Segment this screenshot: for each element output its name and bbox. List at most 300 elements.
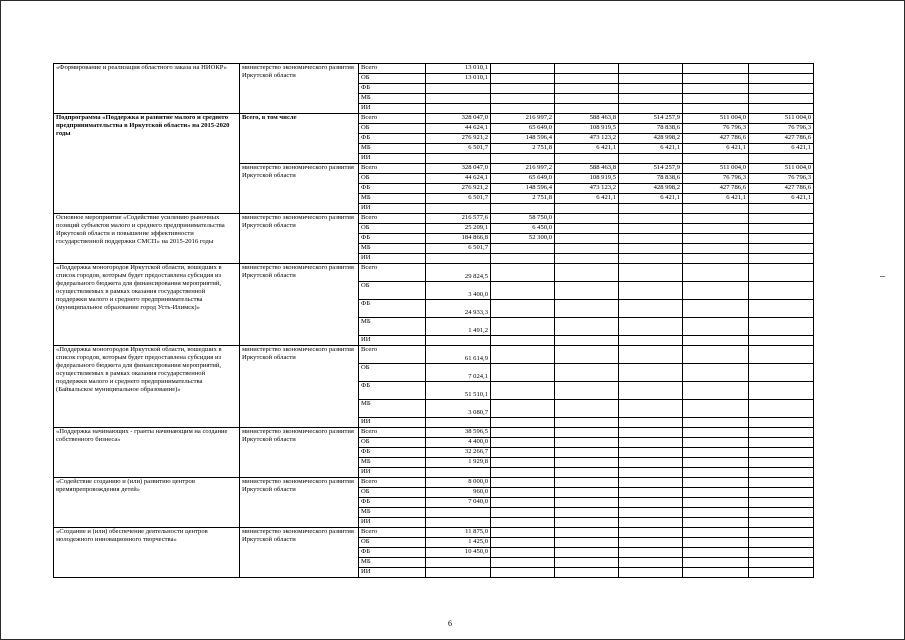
amount-cell <box>555 282 619 300</box>
amount-cell: 428 998,2 <box>619 134 683 144</box>
amount-cell <box>555 94 619 104</box>
amount-cell <box>619 224 683 234</box>
amount-cell <box>683 282 749 300</box>
amount-cell <box>683 244 749 254</box>
amount-cell <box>491 94 555 104</box>
amount-cell: 276 921,2 <box>426 184 491 194</box>
amount-cell <box>683 364 749 382</box>
amount-cell <box>619 214 683 224</box>
amount-cell <box>555 264 619 282</box>
amount-cell: 44 624,1 <box>426 174 491 184</box>
amount-cell <box>426 84 491 94</box>
amount-cell: 32 266,7 <box>426 448 491 458</box>
amount-cell <box>749 224 814 234</box>
table-row <box>54 346 814 364</box>
amount-cell <box>619 364 683 382</box>
amount-cell: 78 838,6 <box>619 124 683 134</box>
amount-cell <box>749 364 814 382</box>
amount-cell <box>619 282 683 300</box>
amount-cell <box>491 498 555 508</box>
amount-cell: 328 047,0 <box>426 164 491 174</box>
executor-cell: министерство экономического развития Иркутской области <box>240 428 359 478</box>
amount-cell <box>749 300 814 318</box>
amount-cell <box>683 94 749 104</box>
amount-cell <box>491 300 555 318</box>
funding-source-cell: ИИ <box>359 418 426 428</box>
amount-cell <box>426 154 491 164</box>
amount-cell <box>749 428 814 438</box>
amount-cell <box>555 428 619 438</box>
amount-cell <box>683 74 749 84</box>
amount-cell <box>491 458 555 468</box>
amount-cell <box>749 468 814 478</box>
amount-cell <box>749 254 814 264</box>
amount-cell <box>619 300 683 318</box>
amount-cell <box>749 336 814 346</box>
amount-cell <box>619 84 683 94</box>
amount-cell <box>491 518 555 528</box>
amount-cell <box>619 264 683 282</box>
amount-cell <box>683 508 749 518</box>
amount-cell <box>683 204 749 214</box>
amount-cell: 473 123,2 <box>555 134 619 144</box>
amount-cell <box>555 528 619 538</box>
amount-cell <box>555 244 619 254</box>
funding-source-cell: МБ <box>359 144 426 154</box>
amount-cell <box>749 74 814 84</box>
amount-cell <box>555 478 619 488</box>
funding-source-cell: МБ <box>359 318 426 336</box>
amount-cell: 58 750,0 <box>491 214 555 224</box>
amount-cell <box>491 244 555 254</box>
activity-name: «Создание и (или) обеспечение деятельности центров молодежного инновационного творчества» <box>54 528 240 578</box>
amount-cell: 6 501,7 <box>426 244 491 254</box>
amount-cell <box>683 568 749 578</box>
amount-cell: 51 510,1 <box>426 382 491 400</box>
budget-table <box>53 63 814 578</box>
table-row <box>54 478 814 488</box>
funding-source-cell: Всего <box>359 64 426 74</box>
amount-cell: 11 875,0 <box>426 528 491 538</box>
amount-cell <box>619 400 683 418</box>
amount-cell <box>683 336 749 346</box>
amount-cell <box>426 518 491 528</box>
amount-cell <box>749 346 814 364</box>
amount-cell <box>491 264 555 282</box>
amount-cell <box>491 154 555 164</box>
funding-source-cell: ОБ <box>359 438 426 448</box>
amount-cell: 960,0 <box>426 488 491 498</box>
amount-cell <box>426 94 491 104</box>
amount-cell <box>749 518 814 528</box>
amount-cell <box>749 84 814 94</box>
funding-source-cell: ОБ <box>359 364 426 382</box>
amount-cell <box>491 204 555 214</box>
amount-cell <box>491 478 555 488</box>
amount-cell <box>555 508 619 518</box>
amount-cell: 13 010,1 <box>426 74 491 84</box>
funding-source-cell: ИИ <box>359 154 426 164</box>
amount-cell: 24 933,3 <box>426 300 491 318</box>
amount-cell <box>555 568 619 578</box>
funding-source-cell: ОБ <box>359 124 426 134</box>
amount-cell <box>749 538 814 548</box>
amount-cell <box>749 478 814 488</box>
amount-cell <box>619 468 683 478</box>
table-row <box>54 214 814 224</box>
amount-cell: 184 866,8 <box>426 234 491 244</box>
amount-cell <box>749 214 814 224</box>
amount-cell: 6 501,7 <box>426 144 491 154</box>
funding-source-cell: МБ <box>359 558 426 568</box>
amount-cell: 3 080,7 <box>426 400 491 418</box>
amount-cell <box>619 508 683 518</box>
funding-source-cell: Всего <box>359 214 426 224</box>
amount-cell <box>491 418 555 428</box>
amount-cell <box>491 104 555 114</box>
amount-cell <box>683 214 749 224</box>
amount-cell <box>683 478 749 488</box>
funding-source-cell: Всего <box>359 164 426 174</box>
funding-source-cell: ОБ <box>359 488 426 498</box>
amount-cell: 25 209,1 <box>426 224 491 234</box>
funding-source-cell: ОБ <box>359 282 426 300</box>
amount-cell <box>619 244 683 254</box>
activity-name: «Поддержка моногородов Иркутской области, вошедших в список городов, которым будет предоставлена субсидия из федерального бюджета для финансирования мероприятий, осуществляемых в рамках оказания государственной поддержки малого и среднего предпринимательства (Байкальское муниципальное образование)» <box>54 346 240 428</box>
amount-cell <box>491 318 555 336</box>
amount-cell <box>683 498 749 508</box>
amount-cell <box>491 508 555 518</box>
amount-cell: 1 491,2 <box>426 318 491 336</box>
amount-cell <box>683 346 749 364</box>
amount-cell: 6 421,1 <box>619 194 683 204</box>
amount-cell <box>426 568 491 578</box>
funding-source-cell: МБ <box>359 508 426 518</box>
funding-source-cell: ИИ <box>359 104 426 114</box>
funding-source-cell: МБ <box>359 458 426 468</box>
table-row <box>54 64 814 74</box>
table-body <box>54 64 814 578</box>
amount-cell <box>491 282 555 300</box>
amount-cell <box>619 204 683 214</box>
amount-cell <box>555 364 619 382</box>
amount-cell <box>749 154 814 164</box>
amount-cell <box>555 488 619 498</box>
amount-cell <box>749 104 814 114</box>
amount-cell <box>426 418 491 428</box>
amount-cell <box>491 468 555 478</box>
funding-source-cell: Всего <box>359 478 426 488</box>
amount-cell <box>749 244 814 254</box>
amount-cell: 514 257,9 <box>619 114 683 124</box>
funding-source-cell: ФБ <box>359 382 426 400</box>
amount-cell <box>555 498 619 508</box>
amount-cell <box>426 254 491 264</box>
amount-cell <box>555 382 619 400</box>
amount-cell <box>491 74 555 84</box>
amount-cell <box>619 538 683 548</box>
amount-cell <box>683 528 749 538</box>
amount-cell <box>683 458 749 468</box>
amount-cell <box>491 428 555 438</box>
amount-cell <box>555 548 619 558</box>
amount-cell <box>749 448 814 458</box>
amount-cell: 276 921,2 <box>426 134 491 144</box>
activity-name: «Формирование и реализация областного заказа на НИОКР» <box>54 64 240 114</box>
amount-cell <box>683 548 749 558</box>
funding-source-cell: ФБ <box>359 134 426 144</box>
amount-cell <box>491 84 555 94</box>
scan-edge-mark <box>880 276 885 277</box>
amount-cell <box>619 428 683 438</box>
amount-cell <box>426 468 491 478</box>
amount-cell: 428 998,2 <box>619 184 683 194</box>
table-row <box>54 264 814 282</box>
amount-cell <box>555 336 619 346</box>
amount-cell <box>619 498 683 508</box>
amount-cell <box>683 558 749 568</box>
amount-cell <box>749 508 814 518</box>
amount-cell: 216 997,2 <box>491 114 555 124</box>
amount-cell <box>555 458 619 468</box>
funding-source-cell: ИИ <box>359 468 426 478</box>
table-row <box>54 114 814 124</box>
amount-cell: 7 024,1 <box>426 364 491 382</box>
amount-cell: 52 300,0 <box>491 234 555 244</box>
amount-cell <box>749 548 814 558</box>
amount-cell: 44 624,1 <box>426 124 491 134</box>
amount-cell: 216 577,6 <box>426 214 491 224</box>
amount-cell <box>619 448 683 458</box>
amount-cell: 588 463,8 <box>555 114 619 124</box>
amount-cell: 65 649,0 <box>491 124 555 134</box>
amount-cell: 1 425,0 <box>426 538 491 548</box>
amount-cell <box>555 204 619 214</box>
amount-cell <box>683 418 749 428</box>
amount-cell <box>619 518 683 528</box>
funding-source-cell: ОБ <box>359 224 426 234</box>
amount-cell <box>619 234 683 244</box>
amount-cell <box>749 234 814 244</box>
amount-cell <box>491 488 555 498</box>
amount-cell <box>491 448 555 458</box>
amount-cell <box>555 64 619 74</box>
amount-cell <box>749 418 814 428</box>
amount-cell: 3 400,0 <box>426 282 491 300</box>
amount-cell <box>619 568 683 578</box>
amount-cell <box>555 300 619 318</box>
amount-cell <box>683 104 749 114</box>
funding-source-cell: ИИ <box>359 336 426 346</box>
executor-cell: министерство экономического развития Иркутской области <box>240 164 359 214</box>
amount-cell <box>619 154 683 164</box>
amount-cell <box>683 448 749 458</box>
funding-source-cell: МБ <box>359 400 426 418</box>
funding-source-cell: МБ <box>359 194 426 204</box>
amount-cell <box>619 74 683 84</box>
amount-cell <box>555 74 619 84</box>
executor-cell: министерство экономического развития Иркутской области <box>240 214 359 264</box>
funding-source-cell: ФБ <box>359 234 426 244</box>
amount-cell: 216 997,2 <box>491 164 555 174</box>
amount-cell <box>619 382 683 400</box>
amount-cell <box>619 528 683 538</box>
amount-cell <box>683 468 749 478</box>
amount-cell <box>491 254 555 264</box>
amount-cell <box>619 458 683 468</box>
amount-cell: 6 501,7 <box>426 194 491 204</box>
amount-cell: 8 000,0 <box>426 478 491 488</box>
amount-cell <box>749 528 814 538</box>
amount-cell <box>683 538 749 548</box>
amount-cell <box>749 204 814 214</box>
funding-source-cell: МБ <box>359 244 426 254</box>
amount-cell: 511 004,0 <box>683 164 749 174</box>
amount-cell: 6 421,1 <box>619 144 683 154</box>
amount-cell <box>491 438 555 448</box>
amount-cell <box>555 400 619 418</box>
activity-name: «Поддержка начинающих - гранты начинающим на создание собственного бизнеса» <box>54 428 240 478</box>
activity-name: Основное мероприятие «Содействие усилению рыночных позиций субъектов малого и среднего предпринимательства Иркутской области и повышение эффективности государственной поддержки СМСП» на 2015-2016 годы <box>54 214 240 264</box>
amount-cell <box>619 336 683 346</box>
amount-cell <box>749 382 814 400</box>
amount-cell: 6 450,0 <box>491 224 555 234</box>
amount-cell <box>683 382 749 400</box>
funding-source-cell: Всего <box>359 528 426 538</box>
amount-cell: 6 421,1 <box>555 144 619 154</box>
amount-cell <box>683 428 749 438</box>
amount-cell <box>619 94 683 104</box>
funding-source-cell: ОБ <box>359 74 426 84</box>
amount-cell <box>683 224 749 234</box>
amount-cell: 108 919,5 <box>555 124 619 134</box>
executor-cell: министерство экономического развития Иркутской области <box>240 264 359 346</box>
amount-cell <box>555 438 619 448</box>
amount-cell: 4 400,0 <box>426 438 491 448</box>
amount-cell <box>619 318 683 336</box>
amount-cell: 65 649,0 <box>491 174 555 184</box>
amount-cell <box>619 478 683 488</box>
amount-cell: 78 838,6 <box>619 174 683 184</box>
amount-cell <box>683 300 749 318</box>
amount-cell <box>683 400 749 418</box>
amount-cell <box>555 418 619 428</box>
amount-cell <box>555 224 619 234</box>
funding-source-cell: ОБ <box>359 174 426 184</box>
amount-cell: 427 786,6 <box>749 184 814 194</box>
amount-cell <box>619 254 683 264</box>
executor-cell: министерство экономического развития Иркутской области <box>240 346 359 428</box>
amount-cell: 7 040,0 <box>426 498 491 508</box>
executor-cell: министерство экономического развития Иркутской области <box>240 64 359 114</box>
amount-cell <box>555 558 619 568</box>
amount-cell <box>683 518 749 528</box>
amount-cell <box>683 438 749 448</box>
funding-source-cell: ОБ <box>359 538 426 548</box>
amount-cell <box>749 64 814 74</box>
amount-cell: 328 047,0 <box>426 114 491 124</box>
funding-source-cell: ФБ <box>359 498 426 508</box>
amount-cell: 473 123,2 <box>555 184 619 194</box>
amount-cell: 427 786,6 <box>683 134 749 144</box>
amount-cell <box>619 64 683 74</box>
amount-cell: 38 596,5 <box>426 428 491 438</box>
funding-source-cell: ИИ <box>359 568 426 578</box>
amount-cell: 511 004,0 <box>749 164 814 174</box>
funding-source-cell: Всего <box>359 264 426 282</box>
amount-cell <box>555 104 619 114</box>
activity-name: Подпрограмма «Поддержка и развитие малого и среднего предпринимательства в Иркутской области» на 2015-2020 годы <box>54 114 240 214</box>
amount-cell <box>491 382 555 400</box>
funding-source-cell: ИИ <box>359 204 426 214</box>
amount-cell <box>749 318 814 336</box>
amount-cell <box>683 154 749 164</box>
amount-cell <box>683 318 749 336</box>
amount-cell <box>426 508 491 518</box>
amount-cell <box>555 448 619 458</box>
amount-cell: 148 596,4 <box>491 134 555 144</box>
funding-source-cell: ФБ <box>359 448 426 458</box>
amount-cell: 108 919,5 <box>555 174 619 184</box>
amount-cell <box>555 318 619 336</box>
amount-cell: 148 596,4 <box>491 184 555 194</box>
page-number: 6 <box>448 619 452 628</box>
amount-cell <box>555 154 619 164</box>
amount-cell: 2 751,8 <box>491 194 555 204</box>
amount-cell: 10 450,0 <box>426 548 491 558</box>
amount-cell <box>619 488 683 498</box>
amount-cell: 6 421,1 <box>749 194 814 204</box>
amount-cell: 511 004,0 <box>683 114 749 124</box>
table-row <box>54 528 814 538</box>
amount-cell: 76 796,3 <box>683 124 749 134</box>
executor-cell: министерство экономического развития Иркутской области <box>240 528 359 578</box>
amount-cell <box>619 104 683 114</box>
amount-cell <box>749 264 814 282</box>
amount-cell <box>683 488 749 498</box>
amount-cell <box>619 548 683 558</box>
funding-source-cell: ИИ <box>359 254 426 264</box>
amount-cell <box>555 518 619 528</box>
funding-source-cell: ФБ <box>359 184 426 194</box>
amount-cell <box>491 568 555 578</box>
amount-cell <box>491 64 555 74</box>
amount-cell <box>555 84 619 94</box>
amount-cell <box>749 498 814 508</box>
amount-cell <box>426 104 491 114</box>
amount-cell <box>426 336 491 346</box>
amount-cell <box>749 558 814 568</box>
amount-cell: 6 421,1 <box>683 194 749 204</box>
funding-source-cell: ФБ <box>359 84 426 94</box>
funding-source-cell: Всего <box>359 114 426 124</box>
executor-cell: Всего, в том числе <box>240 114 359 164</box>
amount-cell <box>555 254 619 264</box>
amount-cell <box>683 84 749 94</box>
amount-cell <box>555 214 619 224</box>
amount-cell <box>491 336 555 346</box>
funding-source-cell: ИИ <box>359 518 426 528</box>
funding-source-cell: МБ <box>359 94 426 104</box>
amount-cell: 61 614,9 <box>426 346 491 364</box>
amount-cell <box>491 558 555 568</box>
amount-cell: 6 421,1 <box>555 194 619 204</box>
amount-cell <box>619 438 683 448</box>
amount-cell: 427 786,6 <box>683 184 749 194</box>
amount-cell <box>683 64 749 74</box>
amount-cell: 6 421,1 <box>749 144 814 154</box>
amount-cell: 6 421,1 <box>683 144 749 154</box>
